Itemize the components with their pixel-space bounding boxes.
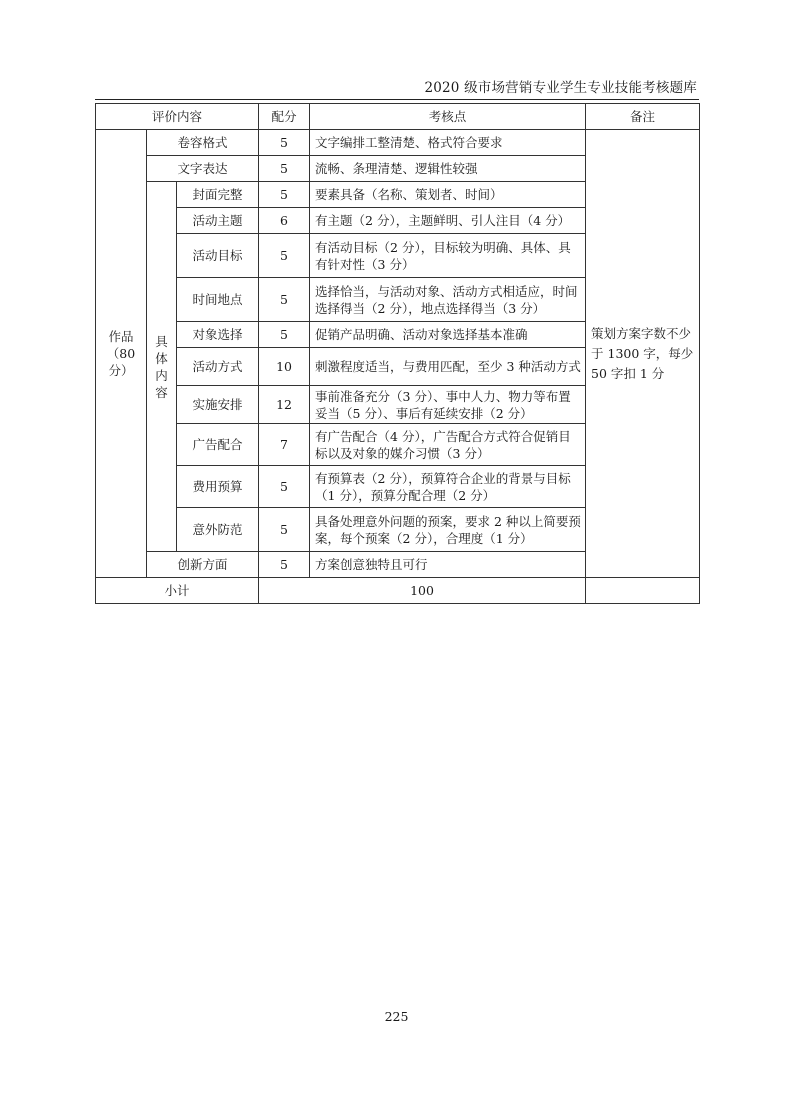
item-label: 实施安排 [177, 386, 259, 424]
item-score: 10 [259, 348, 310, 386]
item-points: 文字编排工整清楚、格式符合要求 [310, 130, 586, 156]
page-number: 225 [384, 1009, 409, 1024]
item-score: 5 [259, 130, 310, 156]
item-score: 5 [259, 466, 310, 508]
item-label: 创新方面 [147, 552, 259, 578]
remarks-cell: 策划方案字数不少于 1300 字，每少 50 字扣 1 分 [586, 130, 700, 578]
item-score: 5 [259, 278, 310, 322]
item-label: 对象选择 [177, 322, 259, 348]
subgroup-label-specific: 具 体 内 容 [147, 182, 177, 552]
item-score: 5 [259, 508, 310, 552]
item-label: 广告配合 [177, 424, 259, 466]
item-points: 有预算表（2 分），预算符合企业的背景与目标（1 分），预算分配合理（2 分） [310, 466, 586, 508]
item-points: 具备处理意外问题的预案，要求 2 种以上简要预案，每个预案（2 分），合理度（1 分） [310, 508, 586, 552]
subtotal-remark [586, 578, 700, 604]
item-label: 封面完整 [177, 182, 259, 208]
table-row [96, 130, 700, 156]
item-label: 费用预算 [177, 466, 259, 508]
item-score: 5 [259, 156, 310, 182]
item-score: 5 [259, 552, 310, 578]
item-score: 5 [259, 182, 310, 208]
subtotal-label: 小计 [96, 578, 259, 604]
item-points: 要素具备（名称、策划者、时间） [310, 182, 586, 208]
item-points: 事前准备充分（3 分）、事中人力、物力等布置妥当（5 分）、事后有延续安排（2 分） [310, 386, 586, 424]
item-label: 时间地点 [177, 278, 259, 322]
item-label: 意外防范 [177, 508, 259, 552]
table-header-row [96, 104, 700, 130]
scoring-table [95, 103, 700, 604]
page-header-title: 2020 级市场营销专业学生专业技能考核题库 [424, 80, 697, 96]
item-score: 7 [259, 424, 310, 466]
item-score: 6 [259, 208, 310, 234]
item-score: 12 [259, 386, 310, 424]
item-points: 有活动目标（2 分），目标较为明确、具体、具有针对性（3 分） [310, 234, 586, 278]
item-points: 选择恰当，与活动对象、活动方式相适应，时间选择得当（2 分），地点选择得当（3 分） [310, 278, 586, 322]
subtotal-value: 100 [259, 578, 586, 604]
item-points: 刺激程度适当，与费用匹配，至少 3 种活动方式 [310, 348, 586, 386]
item-score: 5 [259, 234, 310, 278]
item-label: 文字表达 [147, 156, 259, 182]
header-score: 配分 [259, 104, 310, 130]
header-content: 评价内容 [96, 104, 259, 130]
item-points: 方案创意独特且可行 [310, 552, 586, 578]
header-remarks: 备注 [586, 104, 700, 130]
subtotal-row [96, 578, 700, 604]
item-label: 活动目标 [177, 234, 259, 278]
item-label: 活动方式 [177, 348, 259, 386]
item-label: 卷容格式 [147, 130, 259, 156]
item-label: 活动主题 [177, 208, 259, 234]
item-points: 促销产品明确、活动对象选择基本准确 [310, 322, 586, 348]
item-score: 5 [259, 322, 310, 348]
header-rule [95, 99, 699, 100]
group-label-works: 作品 （80 分） [96, 130, 147, 578]
item-points: 有广告配合（4 分），广告配合方式符合促销目标以及对象的媒介习惯（3 分） [310, 424, 586, 466]
item-points: 有主题（2 分），主题鲜明、引人注目（4 分） [310, 208, 586, 234]
header-points: 考核点 [310, 104, 586, 130]
item-points: 流畅、条理清楚、逻辑性较强 [310, 156, 586, 182]
